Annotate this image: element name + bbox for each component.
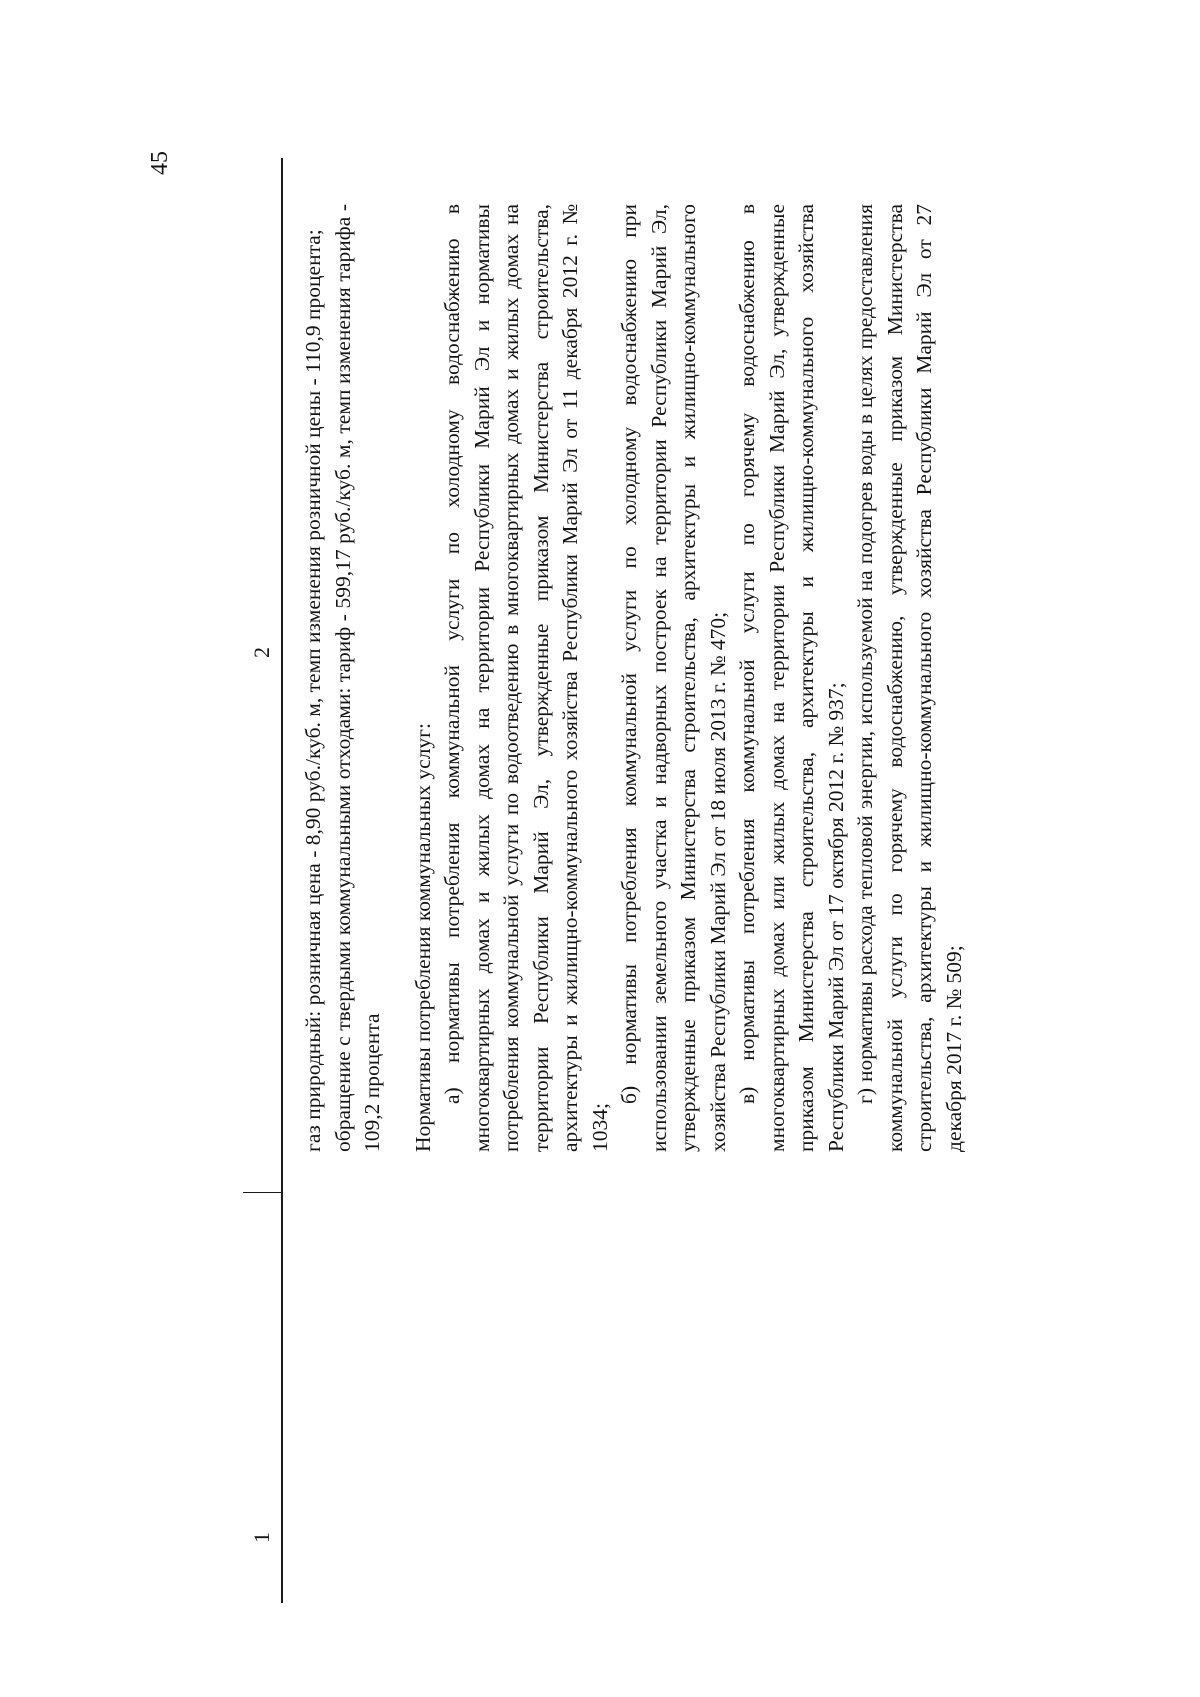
gas-price-line: газ природный: розничная цена - 8,90 руб./куб. м, темп изменения розничной цены - 110,9 процента; bbox=[301, 229, 325, 1152]
column-2-content bbox=[299, 204, 969, 1152]
column-header-1: 1 bbox=[249, 1532, 274, 1543]
norm-item-c: в) нормативы потребления коммунальной услуги по горячему водоснабжению в многоквартирных домах или жилых домах на территории Республики Марий Эл, утвержденные приказом Министерства строительства, архитектуры и жилищно-коммунального хозяйства Республики Марий Эл от 17 октября 2012 г. № 937; bbox=[735, 204, 848, 1152]
page-number: 45 bbox=[147, 151, 173, 175]
column-header-2: 2 bbox=[249, 647, 274, 658]
waste-tariff-line: обращение с твердыми коммунальными отходами: тариф - 599,17 руб./куб. м, темп изменения тарифа - 109,2 процента bbox=[330, 204, 384, 1152]
column-divider bbox=[243, 1192, 281, 1193]
rotated-table bbox=[243, 158, 993, 1603]
norm-item-b: б) нормативы потребления коммунальной услуги по холодному водоснабжению при использовании земельного участка и надворных построек на территории Республики Марий Эл, утвержденные приказом Министерства строительства, архитектуры и жилищно-коммунального хозяйства Республики Марий Эл от 18 июля 2013 г. № 470; bbox=[617, 204, 730, 1152]
norm-item-a: а) нормативы потребления коммунальной услуги по холодному водоснабжению в многоквартирных домах и жилых домах на территории Республики Марий Эл и нормативы потребления коммунальной услуги по водоотведению в многоквартирных домах и жилых домах на территории Республики Марий Эл, утвержденные приказом Министерства строительства, архитектуры и жилищно-коммунального хозяйства Республики Марий Эл от 11 декабря 2012 г. № 1034; bbox=[440, 204, 612, 1152]
table-header-row bbox=[243, 158, 283, 1603]
section-title: Нормативы потребления коммунальных услуг: bbox=[410, 723, 435, 1152]
norm-item-d: г) нормативы расхода тепловой энергии, используемой на подогрев воды в целях предоставления коммунальной услуги по горячему водоснабжению, утвержденные приказом Министерства строительства, архитектуры и жилищно-коммунального хозяйства Республики Марий Эл от 27 декабря 2017 г. № 509; bbox=[853, 204, 966, 1152]
